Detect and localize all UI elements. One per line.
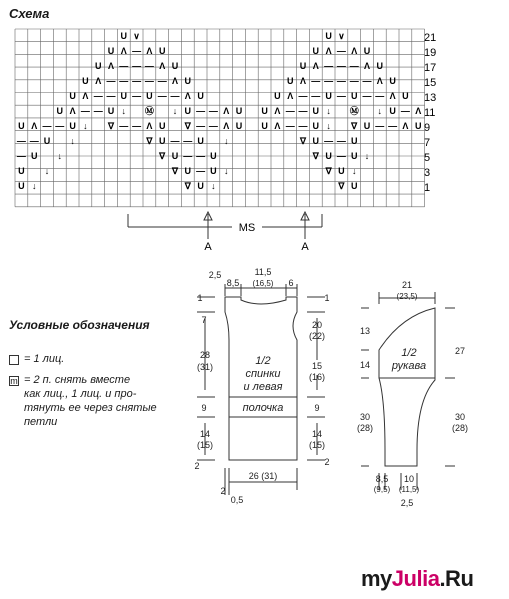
chart-symbol: —: [183, 151, 193, 162]
legend-item-decrease-1: = 2 п. снять вместе: [24, 374, 131, 386]
logo-part-julia: Julia: [391, 566, 440, 591]
chart-symbol: ↓: [351, 166, 357, 177]
sleeve-left-30: 30: [359, 412, 371, 422]
chart-symbol: Ʌ: [69, 106, 76, 117]
chart-symbol: U: [107, 46, 115, 57]
row-numbers: [424, 32, 436, 194]
chart-symbol: —: [132, 61, 142, 72]
chart-symbol: —: [208, 106, 218, 117]
arrow-a-right: [301, 212, 309, 253]
chart-symbol: —: [285, 121, 295, 132]
ms-bracket: [128, 214, 322, 234]
chart-symbol: U: [210, 151, 217, 162]
chart-symbol: Ʌ: [120, 46, 127, 57]
chart-symbol: U: [363, 46, 371, 57]
dim-bottom-2: 2: [220, 486, 226, 496]
chart-symbol: U: [18, 166, 25, 177]
chart-symbol: ∇: [325, 166, 332, 177]
chart-symbol: U: [414, 121, 422, 132]
chart-symbol: —: [311, 76, 321, 87]
chart-symbol: ↓: [377, 106, 383, 117]
chart-symbol: ∇: [107, 121, 115, 132]
dim-left-1: 1: [197, 293, 203, 303]
legend-item-decrease-3: тянуть ее через снятые: [24, 402, 157, 414]
legend-decrease-symbol: m: [10, 376, 18, 386]
chart-title: Схема: [9, 6, 50, 21]
chart-symbol: U: [56, 106, 64, 117]
chart-symbol: ∇: [171, 166, 179, 177]
sleeve-bottom-10: 10: [403, 474, 415, 484]
chart-symbol: U: [158, 136, 166, 147]
dim-left-2: 2: [194, 461, 200, 471]
chart-symbol: U: [350, 91, 358, 102]
chart-symbol: U: [389, 106, 396, 117]
chart-symbol: Ʌ: [299, 76, 307, 87]
chart-symbol: —: [388, 121, 398, 132]
arrow-a-left: [204, 212, 212, 253]
chart-symbol: U: [158, 121, 166, 132]
dim-right-14: 14: [311, 429, 323, 439]
chart-symbol: —: [362, 76, 372, 87]
chart-symbol: U: [261, 106, 268, 117]
chart-symbol: —: [42, 121, 52, 132]
chart-symbol: ↓: [211, 181, 216, 192]
chart-symbol: —: [29, 136, 39, 147]
row-number: 11: [424, 106, 436, 119]
sleeve-top-21: 21: [401, 280, 413, 290]
row-number: 19: [424, 46, 437, 59]
chart-symbol: —: [16, 151, 26, 162]
chart-symbol: U: [286, 76, 294, 87]
legend-title: Условные обозначения: [9, 318, 150, 332]
row-number: 15: [424, 76, 437, 89]
chart-symbol: U: [94, 61, 102, 72]
chart-symbol: U: [350, 136, 358, 147]
sleeve-bottom-95: (9,5): [373, 485, 391, 494]
chart-symbol: —: [336, 151, 346, 162]
chart-symbol: U: [197, 91, 204, 102]
dim-right-16: (16): [308, 372, 326, 382]
chart-symbol: —: [132, 91, 142, 102]
chart-symbol: ↓: [223, 136, 229, 147]
arrow-label: A: [204, 241, 212, 253]
chart-symbol: U: [312, 46, 320, 57]
chart-symbol: —: [93, 106, 103, 117]
sleeve-label-1: 1/2: [401, 347, 417, 359]
dim-left-9: 9: [201, 403, 207, 413]
chart-symbol: ↓: [364, 151, 370, 162]
dim-bottom-26: 26 (31): [248, 471, 278, 481]
back-label-2: спинки: [245, 368, 281, 380]
chart-symbol: U: [350, 181, 358, 192]
chart-symbol: Ʌ: [223, 106, 230, 117]
chart-symbol: —: [285, 106, 295, 117]
dim-right-15: 15: [311, 361, 323, 371]
chart-symbol: U: [312, 106, 320, 117]
chart-symbol: Ʌ: [31, 121, 38, 132]
back-pattern: [185, 260, 345, 510]
chart-symbol: —: [132, 121, 142, 132]
dim-right-22: (22): [308, 331, 326, 341]
chart-symbol: Ʌ: [389, 91, 396, 102]
legend-item-decrease-4: петли: [24, 416, 58, 428]
chart-symbol: U: [184, 166, 192, 177]
chart-symbol: U: [389, 76, 396, 87]
chart-symbol: —: [106, 91, 116, 102]
dim-right-20: 20: [311, 320, 323, 330]
legend-item-decrease-2: как лиц., 1 лиц. и про-: [24, 388, 137, 400]
chart-symbol: U: [30, 151, 38, 162]
legend-item-knit: = 1 лиц.: [24, 353, 65, 365]
chart-symbol: U: [69, 121, 76, 132]
dim-top-115: 11,5: [254, 267, 272, 277]
chart-symbol: Ʌ: [274, 121, 281, 132]
chart-symbol: ∇: [184, 121, 191, 132]
sleeve-label-2: рукава: [391, 360, 427, 372]
chart-symbol: U: [235, 121, 243, 132]
chart-symbol: —: [170, 91, 180, 102]
chart-symbol: U: [43, 136, 51, 147]
chart-symbol: Ʌ: [146, 121, 153, 132]
dim-right-2: 2: [324, 457, 330, 467]
chart-symbol: ↓: [223, 166, 229, 177]
chart-symbol: —: [106, 76, 116, 87]
chart-symbol: U: [197, 136, 204, 147]
chart-symbol: ∇: [159, 151, 166, 162]
chart-symbol: —: [336, 46, 346, 57]
chart-symbol: Ʌ: [82, 91, 89, 102]
chart-symbol: —: [375, 121, 385, 132]
chart-symbol: —: [144, 76, 154, 87]
chart-symbol: U: [338, 166, 345, 177]
row-number: 7: [424, 136, 431, 149]
chart-symbol: —: [196, 121, 206, 132]
chart-symbol: Ʌ: [223, 121, 230, 132]
dim-top-165: (16,5): [252, 279, 274, 288]
sleeve-outline: [379, 308, 435, 466]
chart-symbol: —: [144, 61, 154, 72]
chart-symbol: U: [184, 76, 192, 87]
chart-symbol: —: [349, 61, 359, 72]
chart-symbol: —: [119, 61, 129, 72]
row-number: 21: [424, 32, 437, 44]
chart-symbol: U: [312, 136, 320, 147]
chart-symbol: ↓: [326, 106, 331, 117]
chart-symbol: ∨: [338, 31, 345, 42]
chart-symbol: —: [157, 91, 167, 102]
dim-top-85: 8,5: [226, 278, 240, 288]
dim-left-28: 28: [199, 350, 211, 360]
chart-symbol: U: [18, 121, 25, 132]
chart-symbol: U: [402, 91, 409, 102]
back-label-3: и левая: [243, 381, 283, 393]
chart-symbol: U: [184, 106, 192, 117]
sleeve-left-28: (28): [356, 423, 374, 433]
sleeve-pattern: [345, 270, 509, 510]
chart-symbol: Ʌ: [184, 91, 191, 102]
chart-symbol: U: [350, 151, 358, 162]
arrow-label: A: [301, 241, 309, 253]
chart-symbol: Ʌ: [402, 121, 409, 132]
chart-symbol: U: [325, 31, 332, 42]
sleeve-left-13: 13: [359, 326, 371, 336]
logo-part-my: my: [361, 566, 392, 591]
dim-right-1: 1: [324, 293, 330, 303]
chart-symbol: Ⓜ: [144, 106, 154, 117]
chart-symbol: —: [170, 136, 180, 147]
dim-top-6: 6: [288, 278, 294, 288]
chart-symbol: ↓: [31, 181, 37, 192]
chart-symbol: —: [80, 106, 90, 117]
chart-symbol: U: [210, 166, 217, 177]
chart-symbol: Ʌ: [287, 91, 294, 102]
chart-symbol: U: [171, 61, 179, 72]
chart-symbol: —: [324, 61, 334, 72]
chart-symbol: ↓: [70, 136, 75, 147]
row-number: 13: [424, 91, 437, 104]
chart-symbol: ∇: [184, 181, 191, 192]
chart-symbol: —: [298, 121, 308, 132]
chart-symbol: U: [261, 121, 268, 132]
chart-symbol: Ʌ: [312, 61, 319, 72]
sleeve-bottom-25: 2,5: [400, 498, 414, 508]
chart-symbol: —: [362, 91, 372, 102]
chart-symbol: Ʌ: [146, 46, 153, 57]
chart-symbol: U: [274, 91, 281, 102]
chart-symbol: U: [171, 151, 179, 162]
dim-left-31: (31): [196, 362, 214, 372]
chart-symbol: U: [325, 91, 332, 102]
chart-symbol: U: [120, 91, 128, 102]
sleeve-right-30: 30: [454, 412, 466, 422]
chart-symbol: Ʌ: [325, 46, 332, 57]
chart-symbol: —: [93, 91, 103, 102]
chart-symbol: —: [336, 61, 346, 72]
chart-symbol: —: [336, 136, 346, 147]
row-number: 1: [424, 181, 431, 194]
chart-symbol: ∇: [312, 151, 319, 162]
chart-symbol: —: [311, 91, 321, 102]
dim-bottom-05: 0,5: [230, 495, 244, 505]
chart-symbol: —: [324, 76, 334, 87]
chart-symbol: —: [208, 121, 218, 132]
chart-symbol: —: [132, 76, 142, 87]
chart-symbol: ∇: [351, 121, 358, 132]
ms-label: MS: [238, 222, 256, 234]
row-number: 5: [424, 151, 431, 164]
chart-symbol: Ʌ: [159, 61, 166, 72]
chart-symbol: U: [146, 91, 153, 102]
knitting-chart: [0, 0, 509, 260]
chart-symbol: ∇: [299, 136, 307, 147]
chart-symbol: ↓: [172, 106, 178, 117]
dim-right-9: 9: [314, 403, 320, 413]
row-number: 3: [424, 166, 431, 179]
chart-symbol: U: [69, 91, 76, 102]
row-number: 9: [424, 121, 431, 134]
chart-symbol: —: [298, 106, 308, 117]
chart-symbol: U: [82, 76, 89, 87]
row-number: 17: [424, 61, 437, 74]
chart-symbol: —: [157, 76, 167, 87]
chart-symbol: ∨: [133, 31, 140, 42]
chart-symbol: ↓: [326, 121, 331, 132]
chart-symbol: —: [298, 91, 308, 102]
dim-top-25: 2,5: [208, 270, 222, 280]
chart-symbol: U: [235, 106, 243, 117]
chart-symbol: Ʌ: [376, 76, 383, 87]
logo-part-ru: .Ru: [439, 566, 474, 591]
chart-symbol: —: [119, 121, 129, 132]
chart-symbol: Ʌ: [95, 76, 102, 87]
sleeve-bottom-85: 8,5: [375, 474, 389, 484]
chart-symbol: U: [158, 46, 166, 57]
chart-symbol: ↓: [83, 121, 88, 132]
chart-symbol: —: [16, 136, 26, 147]
chart-symbol: ∇: [338, 181, 345, 192]
dim-left-7: 7: [201, 315, 207, 325]
chart-symbol: —: [336, 76, 346, 87]
sleeve-right-28: (28): [451, 423, 469, 433]
chart-symbol: U: [107, 106, 115, 117]
legend-knit-symbol: [9, 355, 19, 365]
back-label-1: 1/2: [255, 355, 271, 367]
chart-symbol: —: [196, 151, 206, 162]
chart-symbol: Ʌ: [107, 61, 115, 72]
sleeve-top-235: (23,5): [396, 292, 418, 301]
chart-symbol: —: [196, 166, 206, 177]
sleeve-right-27: 27: [454, 346, 466, 356]
site-logo: [361, 566, 473, 592]
chart-symbol: —: [183, 136, 193, 147]
chart-symbol: Ʌ: [351, 46, 358, 57]
dim-right-15b: (15): [308, 440, 326, 450]
chart-symbol: —: [400, 106, 410, 117]
chart-symbol: U: [363, 121, 371, 132]
dim-left-15: (15): [196, 440, 214, 450]
chart-symbol: U: [312, 121, 320, 132]
chart-symbol: U: [376, 61, 384, 72]
chart-symbol: —: [119, 76, 129, 87]
chart-symbol: Ʌ: [171, 76, 179, 87]
sleeve-bottom-115: (11,5): [398, 485, 420, 494]
chart-symbol: Ʌ: [363, 61, 371, 72]
chart-symbol: ↓: [44, 166, 50, 177]
chart-symbol: ↓: [121, 106, 127, 117]
chart-symbol: —: [55, 121, 65, 132]
chart-symbol: U: [197, 181, 204, 192]
chart-symbol: —: [324, 136, 334, 147]
chart-symbol: —: [196, 106, 206, 117]
dim-left-14: 14: [199, 429, 211, 439]
chart-symbol: ↓: [57, 151, 63, 162]
sleeve-left-14: 14: [359, 360, 371, 370]
chart-symbol: U: [325, 151, 332, 162]
chart-symbol: U: [299, 61, 307, 72]
chart-symbol: —: [132, 46, 142, 57]
chart-symbol: ∇: [146, 136, 153, 147]
chart-symbol: —: [375, 91, 385, 102]
chart-symbol: Ʌ: [415, 106, 422, 117]
chart-symbol: U: [18, 181, 25, 192]
chart-symbol: —: [336, 91, 346, 102]
chart-symbol: U: [120, 31, 128, 42]
back-label-4: полочка: [242, 402, 284, 414]
chart-symbol: —: [349, 76, 359, 87]
chart-symbol: Ʌ: [274, 106, 281, 117]
chart-symbol: Ⓜ: [349, 106, 359, 117]
